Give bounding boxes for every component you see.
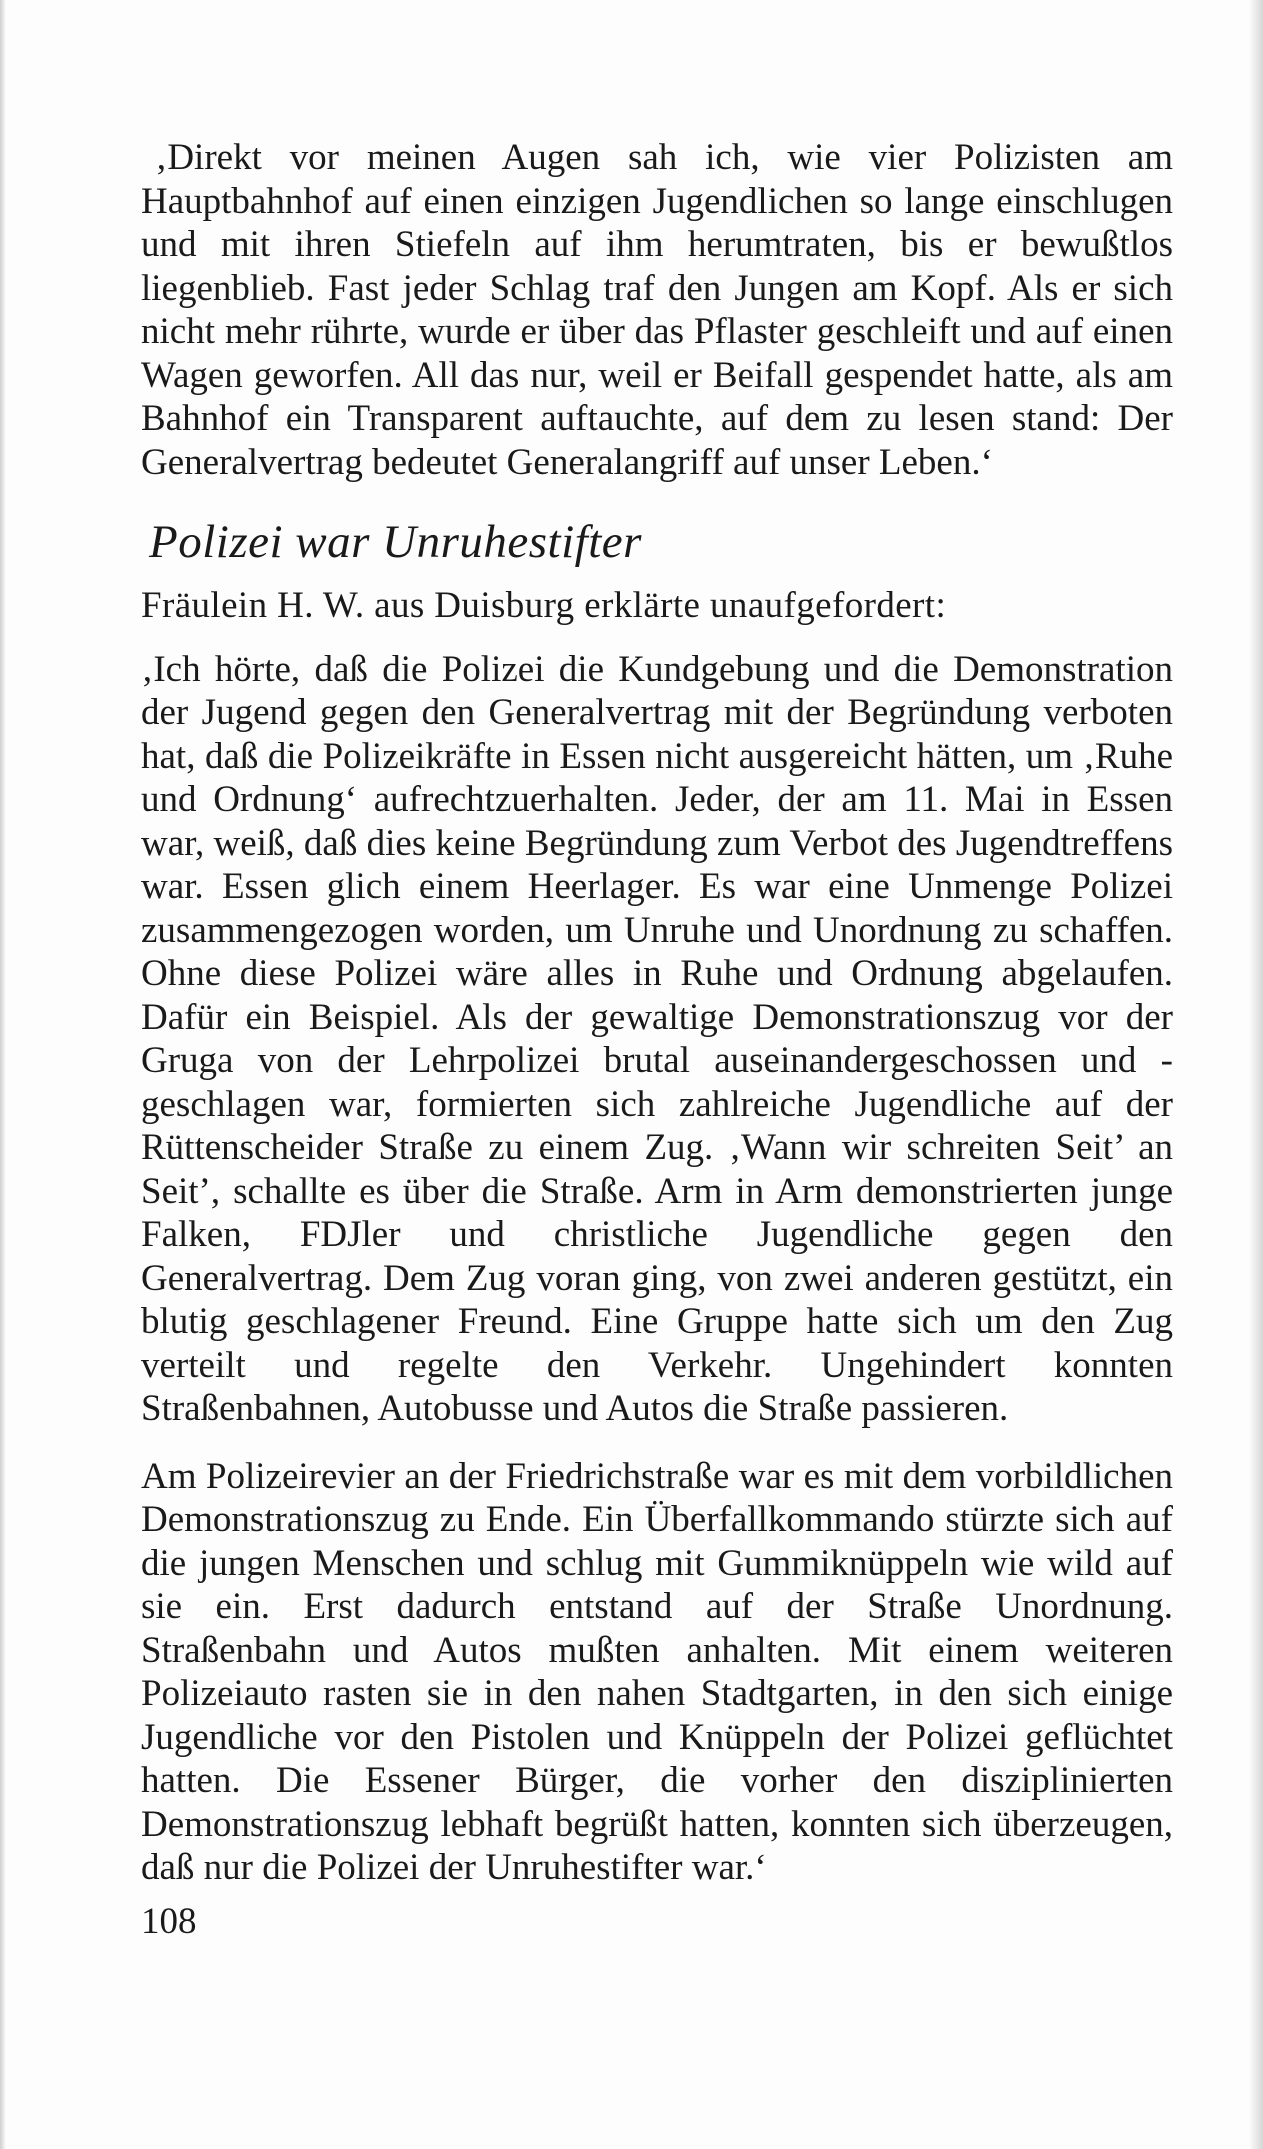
page-number: 108	[141, 1901, 197, 1942]
intro-line: Fräulein H. W. aus Duisburg erklärte unaufgefordert:	[141, 585, 947, 626]
quote-paragraph-essen-1: ‚Ich hörte, daß die Polizei die Kundgebung und die Demonstration der Jugend gegen den Generalvertrag mit der Begründung verboten hat, daß die Polizeikräfte in Essen nicht ausgereicht hätten, um ‚Ruhe und Ordnung‘ aufrechtzuerhalten. Jeder, der am 11. Mai in Essen war, weiß, daß dies keine Begründung zum Verbot des Jugendtreffens war. Essen glich einem Heerlager. Es war eine Unmenge Polizei zusammengezogen worden, um Unruhe und Unordnung zu schaffen. Ohne diese Polizei wäre alles in Ruhe und Ordnung abgelaufen. Dafür ein Beispiel. Als der gewaltige Demonstrationszug vor der Gruga von der Lehrpolizei brutal auseinandergeschossen und -geschlagen war, formierten sich zahlreiche Jugendliche auf der Rüttenscheider Straße zu einem Zug. ‚Wann wir schreiten Seit’ an Seit’, schallte es über die Straße. Arm in Arm demonstrierten junge Falken, FDJler und christliche Jugendliche gegen den Generalvertrag. Dem Zug voran ging, von zwei anderen gestützt, ein blutig geschlagener Freund. Eine Gruppe hatte sich um den Zug verteilt und regelte den Verkehr. Ungehindert konnten Straßenbahnen, Autobusse und Autos die Straße passieren.	[141, 648, 1173, 1429]
section-heading: Polizei war Unruhestifter	[149, 516, 642, 568]
quote-paragraph-hauptbahnhof: ‚Direkt vor meinen Augen sah ich, wie vier Polizisten am Hauptbahnhof auf einen einzigen Jugendlichen so lange einschlugen und mit ihren Stiefeln auf ihm herumtraten, bis er bewußtlos liegenblieb. Fast jeder Schlag traf den Jungen am Kopf. Als er sich nicht mehr rührte, wurde er über das Pflaster geschleift und auf einen Wagen geworfen. All das nur, weil er Beifall gespendet hatte, als am Bahnhof ein Transparent auftauchte, auf dem zu lesen stand: Der Generalvertrag bedeutet Generalangriff auf unser Leben.‘	[141, 137, 1173, 483]
text-column	[141, 136, 1173, 1890]
paragraph-spacer	[141, 1431, 1173, 1455]
quote-paragraph-essen-2: Am Polizeirevier an der Friedrichstraße war es mit dem vorbildlichen Demonstrationszug zu Ende. Ein Überfallkommando stürzte sich auf die jungen Menschen und schlug mit Gummiknüppeln wie wild auf sie ein. Erst dadurch entstand auf der Straße Unordnung. Straßenbahn und Autos mußten anhalten. Mit einem weiteren Polizeiauto rasten sie in den nahen Stadtgarten, in den sich einige Jugendliche vor den Pistolen und Knüppeln der Polizei geflüchtet hatten. Die Essener Bürger, die vorher den disziplinierten Demonstrationszug lebhaft begrüßt hatten, konnten sich überzeugen, daß nur die Polizei der Unruhestifter war.‘	[141, 1455, 1173, 1888]
